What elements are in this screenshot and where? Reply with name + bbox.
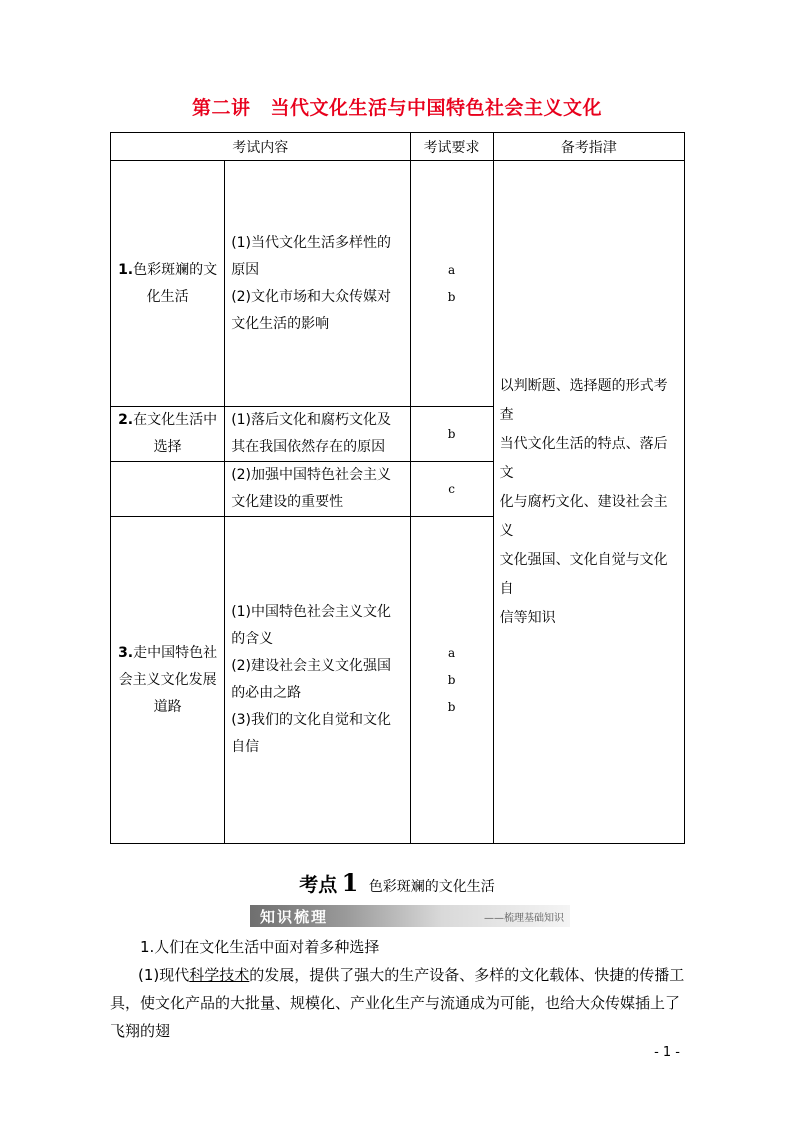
header-requirement: 考试要求 — [410, 133, 493, 161]
content-cell: (1)中国特色社会主义文化 的含义 (2)建设社会主义文化强国 的必由之路 (3)我们的文化自觉和文化 自信 — [225, 517, 410, 844]
section-heading — [0, 868, 794, 897]
page-number: - 1 - — [654, 1045, 680, 1060]
level-cell: c — [410, 462, 493, 517]
kaodian-name: 色彩斑斓的文化生活 — [368, 879, 495, 895]
table-row — [111, 161, 685, 407]
paragraph-heading: 1.人们在文化生活中面对着多种选择 — [140, 938, 380, 956]
topic-cell — [111, 462, 225, 517]
paragraph-body: (1)现代科学技术的发展，提供了强大的生产设备、多样的文化载体、快捷的传播工具，使文化产品的大批量、规模化、产业化生产与流通成为可能，也给大众传媒插上了飞翔的翅 — [110, 966, 685, 1040]
content-cell: (1)落后文化和腐朽文化及 其在我国依然存在的原因 — [225, 407, 410, 462]
exam-plan-table — [110, 132, 685, 844]
kaodian-label: 考点 — [299, 874, 338, 896]
guidance-cell: 以判断题、选择题的形式考查 当代文化生活的特点、落后文 化与腐朽文化、建设社会主义 文化强国、文化自觉与文化自 信等知识 — [493, 161, 684, 844]
level-cell: a b — [410, 161, 493, 407]
page-title — [0, 93, 794, 120]
header-guidance: 备考指津 — [493, 133, 684, 161]
banner-title: 知识梳理 — [260, 908, 329, 926]
banner-subtitle: ——梳理基础知识 — [484, 913, 564, 924]
table-header-row — [111, 133, 685, 161]
level-cell: a b b — [410, 517, 493, 844]
content-cell: (1)当代文化生活多样性的 原因 (2)文化市场和大众传媒对 文化生活的影响 — [225, 161, 410, 407]
topic-cell: 3.走中国特色社 会主义文化发展 道路 — [111, 517, 225, 844]
topic-cell: 1.色彩斑斓的文 化生活 — [111, 161, 225, 407]
lecture-number: 第二讲 — [191, 97, 251, 119]
content-cell: (2)加强中国特色社会主义 文化建设的重要性 — [225, 462, 410, 517]
underlined-term: 科学技术 — [189, 966, 250, 984]
level-cell: b — [410, 407, 493, 462]
topic-cell: 2.在文化生活中 选择 — [111, 407, 225, 462]
lecture-title: 当代文化生活与中国特色社会主义文化 — [270, 97, 603, 119]
kaodian-number: 1 — [341, 868, 359, 897]
header-content: 考试内容 — [111, 133, 411, 161]
knowledge-banner — [250, 905, 570, 927]
